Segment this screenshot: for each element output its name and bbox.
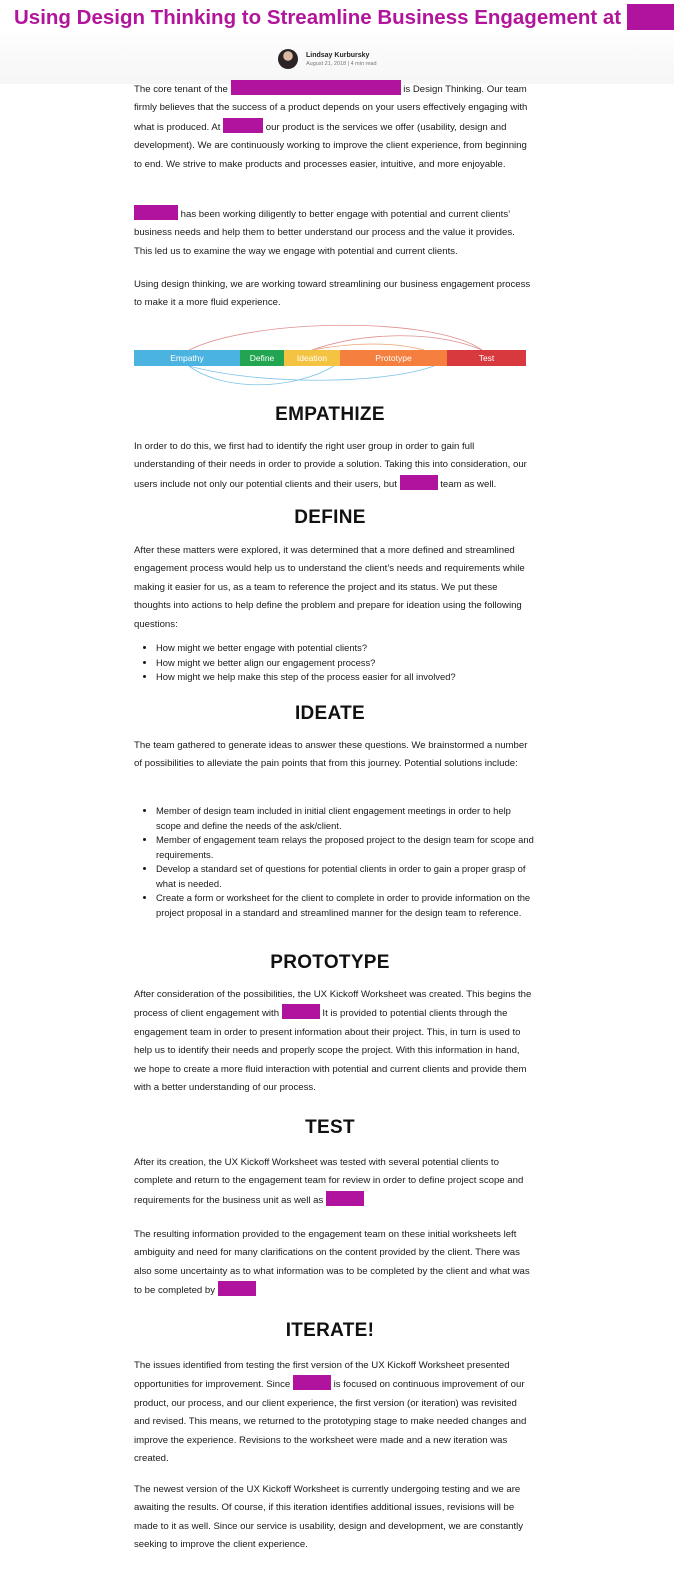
list-item: • Create a form or worksheet for the client to complete in order to provide information on the project proposal in a standard and streamlined manner for the design team to reference. <box>156 891 534 920</box>
intro-paragraph-1 <box>134 80 534 174</box>
test-paragraph-2 <box>134 1226 534 1301</box>
empathize-p-b: team as well. <box>440 478 497 490</box>
redacted-company-name <box>293 1375 331 1390</box>
redacted-org-name <box>231 80 401 95</box>
intro-p1-a: The core tenant of the <box>134 84 228 95</box>
heading-define: DEFINE <box>294 507 366 528</box>
stage-ideation-label: Ideation <box>296 353 328 363</box>
stage-prototype <box>340 350 447 366</box>
author-meta <box>306 61 377 67</box>
stage-define <box>240 350 284 366</box>
iterate-p1-b: is focused on continuous improvement of our product, our process, and our client experience, the first version (or iteration) was revisited and revised. This means, we returned to the prototyping stage to make needed changes and improve the experience. Revisions to the worksheet were made and a new iteration was created. <box>134 1379 527 1465</box>
redacted-company-name <box>134 205 178 220</box>
define-p: After these matters were explored, it was determined that a more defined and streamlined engagement process would help us to understand the client’s needs and requirements while making it easier for us, as a team to reference the project and its status. We put these thoughts into actions to help define the problem and prepare for ideation using the following questions: <box>134 545 525 630</box>
iterate-paragraph-1 <box>134 1357 534 1468</box>
author-name[interactable]: Lindsay Kurbursky <box>306 51 370 59</box>
redacted-company-name <box>223 118 263 133</box>
article-title-text: Using Design Thinking to Streamline Business Engagement at <box>14 6 622 29</box>
heading-ideate: IDEATE <box>294 703 366 724</box>
prototype-paragraph <box>134 986 534 1097</box>
test-p1: After its creation, the UX Kickoff Worksheet was tested with several potential clients to complete and return to the engagement team for review in order to define project scope and requirements for the business unit as well as <box>134 1157 524 1206</box>
test-paragraph-1 <box>134 1154 534 1210</box>
empathize-p-a: In order to do this, we first had to identify the right user group in order to gain full understanding of their needs in order to provide a solution. Taking this into consideration, our users include not only our potential clients and their users, but <box>134 441 527 490</box>
empathize-paragraph <box>134 438 534 494</box>
define-paragraph <box>134 542 534 634</box>
heading-test: TEST <box>305 1117 355 1138</box>
stage-define-label: Define <box>249 353 275 363</box>
list-item: • Develop a standard set of questions for potential clients in order to gain a proper grasp of what is needed. <box>156 862 534 891</box>
redacted-company-name <box>218 1281 256 1296</box>
author-avatar <box>278 49 298 69</box>
redacted-company-name <box>326 1191 364 1206</box>
list-item: • How might we help make this step of the process easier for all involved? <box>156 670 534 685</box>
stage-test-label: Test <box>478 353 495 363</box>
article-title <box>14 4 674 30</box>
prototype-p-a: After consideration of the possibilities, the UX Kickoff Worksheet was created. This begins the process of client engagement with <box>134 989 532 1020</box>
heading-iterate: ITERATE! <box>285 1320 375 1341</box>
post-date: August 21, 2018 <box>306 60 347 67</box>
stage-ideation <box>284 350 340 366</box>
process-bar <box>134 350 526 366</box>
intro-p2: has been working diligently to better engage with potential and current clients’ business needs and help them to better understand our process and the value it provides. This led us to examine the way we engage with potential and current clients. <box>134 209 515 257</box>
list-item: • Member of design team included in initial client engagement meetings in order to help scope and define the needs of the ask/client. <box>156 804 534 833</box>
prototype-p-b: It is provided to potential clients through the engagement team in order to present information about their project. This, in turn is used to help us to identify their needs and properly scope the project. With this information in hand, we hope to create a more fluid interaction with potential and current clients and provide them with a better understanding of our process. <box>134 1008 527 1094</box>
intro-paragraph-3 <box>134 276 534 313</box>
design-thinking-diagram <box>134 320 526 390</box>
heading-prototype: PROTOTYPE <box>270 952 390 973</box>
heading-empathize: EMPATHIZE <box>275 404 385 425</box>
ideate-paragraph <box>134 737 534 774</box>
list-item: • How might we better engage with potential clients? <box>156 641 534 656</box>
list-item: • Member of engagement team relays the proposed project to the design team for scope and requirements. <box>156 833 534 862</box>
stage-empathy-label: Empathy <box>170 353 204 363</box>
iterate-p1-a: The issues identified from testing the first version of the UX Kickoff Worksheet presented opportunities for improvement. Since <box>134 1360 510 1391</box>
stage-prototype-label: Prototype <box>375 353 412 363</box>
iterate-paragraph-2 <box>134 1481 534 1555</box>
ideate-solutions-list <box>134 804 534 920</box>
author-byline <box>278 44 377 74</box>
intro-p1-c: our product is the services we offer (usability, design and development). We are continuously working to improve the client experience, from beginning to end. We strive to make products and processes easier, intuitive, and more enjoyable. <box>134 121 527 170</box>
read-time: 4 min read <box>350 60 377 67</box>
intro-p1-b: is Design Thinking. Our team firmly believes that the success of a product depends on your users effectively engaging with what is produced. At <box>134 84 528 133</box>
test-p2: The resulting information provided to the engagement team on these initial worksheets left ambiguity and need for many clarifications on the content provided by the client. There was also some uncertainty as to what information was to be completed by the client and what was to be completed by <box>134 1229 530 1297</box>
define-questions-list <box>134 641 534 685</box>
meta-divider: | <box>347 60 351 67</box>
intro-paragraph-2 <box>134 205 534 261</box>
ideate-p: The team gathered to generate ideas to answer these questions. We brainstormed a number of possibilities to alleviate the pain points that from this journey. Potential solutions include: <box>134 740 528 770</box>
iterate-p2: The newest version of the UX Kickoff Worksheet is currently undergoing testing and we are awaiting the results. Of course, if this iteration identifies additional issues, revisions will be made to it as well. Since our service is usability, design and development, we are constantly seeking to improve the client experience. <box>134 1484 524 1551</box>
redacted-company-name <box>400 475 438 490</box>
intro-p3: Using design thinking, we are working toward streamlining our business engagement process to make it a more fluid experience. <box>134 279 531 309</box>
list-item: • How might we better align our engagement process? <box>156 656 534 671</box>
stage-test <box>447 350 526 366</box>
redacted-company-name <box>282 1004 320 1019</box>
redacted-company-name <box>627 4 674 30</box>
stage-empathy <box>134 350 240 366</box>
